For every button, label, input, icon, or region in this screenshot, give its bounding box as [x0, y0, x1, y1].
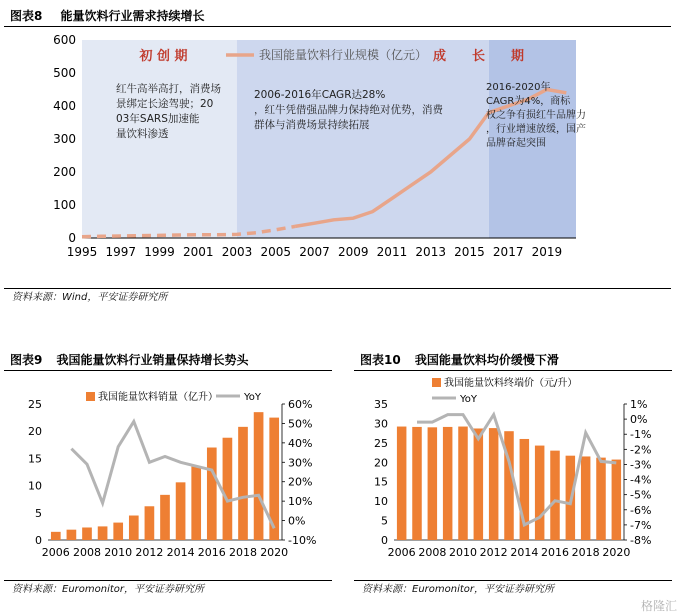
period-label-0: 初 创 期	[139, 49, 188, 64]
figure-9-header	[4, 350, 332, 371]
y2-tick-label: -8%	[630, 534, 652, 547]
bar	[51, 532, 61, 540]
x-tick-label: 2008	[418, 546, 447, 559]
x-tick-label: 2005	[260, 245, 291, 259]
y-tick-label: 0	[35, 534, 42, 547]
legend-line-label: YoY	[460, 394, 478, 405]
figure-10-source-text: 资料来源：Euromonitor，平安证券研究所	[362, 584, 555, 595]
annotation-growth: 2006-2016年CAGR达28%，红牛凭借强品牌力保持绝对优势，消费群体与消费场景持续拓展	[254, 89, 443, 131]
bar	[98, 526, 108, 540]
bar	[397, 427, 407, 540]
x-tick-label: 2014	[510, 546, 539, 559]
x-tick-label: 2016	[541, 546, 569, 559]
bar	[535, 446, 545, 540]
y-tick-label: 500	[53, 66, 76, 80]
y-tick-label: 300	[53, 132, 76, 146]
annotation-recent: 2016-2020年 CAGR为4%，商标权之争有损红牛品牌力，行业增速放缓，国产品牌奋起突围	[486, 82, 586, 149]
y-tick-label: 15	[374, 475, 388, 489]
bar	[254, 412, 264, 540]
figure-10-header	[354, 350, 672, 371]
bar	[428, 427, 438, 540]
x-tick-label: 1997	[105, 245, 137, 259]
x-tick-label: 2017	[492, 245, 524, 259]
x-tick-label: 2008	[73, 546, 101, 559]
x-tick-label: 2015	[454, 245, 485, 259]
x-tick-label: 2003	[221, 245, 253, 259]
x-tick-label: 2014	[166, 546, 195, 559]
y2-tick-label: -10%	[288, 534, 317, 547]
y-tick-label: 20	[28, 425, 42, 439]
y-tick-label: 600	[53, 33, 76, 47]
watermark-logo: 格隆汇	[640, 599, 677, 613]
y2-tick-label: -5%	[630, 488, 652, 502]
y2-tick-label: -2%	[630, 443, 652, 457]
figure-8-header	[4, 6, 671, 27]
figure-9-source	[4, 580, 332, 599]
x-tick-label: 2016	[197, 546, 226, 559]
y-tick-label: 20	[374, 456, 388, 470]
figure-9-title: 我国能量饮料行业销量保持增长势头	[56, 353, 249, 367]
figure-9	[4, 350, 332, 605]
y2-tick-label: 50%	[288, 417, 313, 431]
bar	[489, 428, 499, 540]
y-tick-label: 200	[53, 165, 76, 179]
bar	[223, 438, 233, 540]
legend-line-label: YoY	[244, 392, 262, 403]
y2-tick-label: 40%	[288, 436, 313, 450]
x-tick-label: 2007	[299, 245, 330, 259]
y2-tick-label: 20%	[288, 475, 313, 489]
legend-bar-label: 我国能量饮料终端价（元/升）	[444, 378, 578, 389]
x-tick-label: 2010	[104, 546, 133, 559]
figure-9-chart	[4, 372, 332, 580]
y-tick-label: 0	[381, 534, 388, 547]
y-tick-label: 30	[374, 417, 388, 431]
figure-8	[4, 6, 671, 306]
figure-8-number: 图表8	[10, 9, 43, 23]
x-tick-label: 2018	[571, 546, 600, 559]
x-tick-label: 2019	[531, 245, 563, 259]
y2-tick-label: 30%	[288, 456, 313, 470]
bar	[207, 448, 217, 540]
figure-10-chart	[354, 372, 672, 580]
y2-tick-label: -7%	[630, 518, 652, 532]
bar	[67, 530, 77, 540]
figure-8-source-text: 资料来源：Wind，平安证券研究所	[12, 292, 168, 303]
y2-tick-label: -6%	[630, 503, 652, 517]
bar	[443, 427, 453, 540]
bar	[176, 482, 186, 540]
y2-tick-label: 0%	[288, 514, 306, 528]
figure-8-title: 能量饮料行业需求持续增长	[60, 9, 205, 23]
period-band-1	[237, 40, 489, 238]
y2-tick-label: -1%	[630, 428, 652, 442]
y-tick-label: 35	[374, 398, 388, 411]
x-tick-label: 2006	[387, 546, 416, 559]
y-tick-label: 15	[28, 452, 42, 466]
figure-10-title: 我国能量饮料均价缓慢下滑	[414, 353, 559, 367]
y-tick-label: 0	[68, 231, 76, 245]
bar	[82, 527, 92, 540]
x-tick-label: 2006	[41, 546, 70, 559]
bar	[191, 467, 201, 540]
figure-10-source	[354, 580, 672, 599]
y2-tick-label: 10%	[288, 495, 313, 509]
x-tick-label: 2012	[135, 546, 164, 559]
y2-tick-label: -4%	[630, 473, 652, 487]
y2-tick-label: 60%	[288, 398, 313, 411]
y-tick-label: 100	[53, 198, 76, 212]
annotation-seed: 红牛高举高打，消费场景绑定长途驾驶；20 03年SARS加速能量饮料渗透	[116, 83, 221, 140]
x-tick-label: 2011	[376, 245, 408, 259]
bar	[113, 523, 123, 540]
y-tick-label: 5	[35, 506, 42, 520]
bar	[238, 427, 248, 540]
legend-bar-swatch	[86, 392, 95, 401]
x-tick-label: 2013	[415, 245, 446, 259]
y-tick-label: 5	[381, 514, 388, 528]
figure-8-chart	[4, 28, 671, 290]
y-tick-label: 10	[28, 479, 42, 493]
y-tick-label: 25	[28, 398, 42, 411]
bar	[412, 427, 422, 540]
figure-9-source-text: 资料来源：Euromonitor，平安证券研究所	[12, 584, 205, 595]
x-tick-label: 2018	[229, 546, 257, 559]
y2-tick-label: -3%	[630, 458, 652, 472]
x-tick-label: 2012	[479, 546, 508, 559]
bar	[596, 458, 606, 540]
y-tick-label: 10	[374, 495, 388, 509]
legend-label: 我国能量饮料行业规模（亿元）	[259, 48, 428, 62]
bar	[550, 451, 560, 540]
x-tick-label: 1995	[66, 245, 98, 259]
y-tick-label: 400	[53, 99, 76, 113]
bar	[474, 428, 484, 540]
y2-tick-label: 1%	[630, 398, 648, 411]
bar	[160, 495, 170, 540]
figure-10	[354, 350, 672, 605]
legend-bar-swatch	[432, 378, 441, 387]
figure-8-source	[4, 288, 671, 307]
x-tick-label: 1999	[144, 245, 175, 259]
legend-bar-label: 我国能量饮料销量（亿升）	[98, 392, 218, 403]
figure-10-number: 图表10	[360, 353, 401, 367]
bar	[129, 516, 139, 540]
bar	[458, 427, 468, 540]
bar	[612, 460, 622, 540]
y2-tick-label: 0%	[630, 413, 648, 427]
x-tick-label: 2010	[449, 546, 477, 559]
x-tick-label: 2009	[337, 245, 369, 259]
bar	[145, 506, 155, 540]
x-tick-label: 2001	[182, 245, 214, 259]
y-tick-label: 25	[374, 436, 388, 450]
figure-9-number: 图表9	[10, 353, 43, 367]
period-label-1: 成 长 期	[432, 49, 524, 64]
x-tick-label: 2020	[260, 546, 289, 559]
x-tick-label: 2020	[602, 546, 631, 559]
bar	[581, 456, 591, 540]
